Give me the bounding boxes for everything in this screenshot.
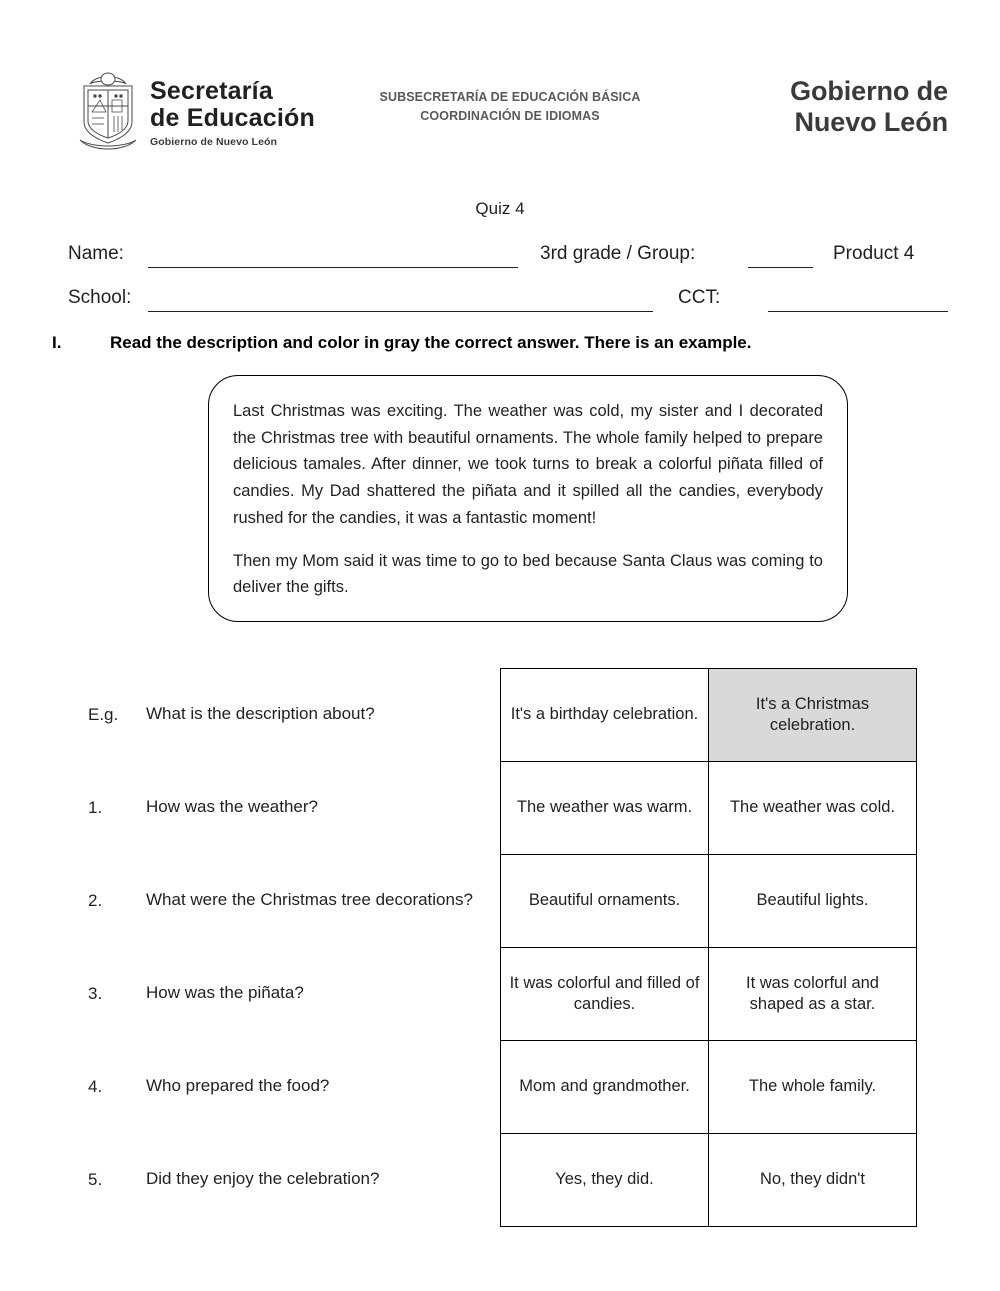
answer-option-b[interactable]: The whole family. bbox=[709, 1041, 917, 1134]
answer-option-b[interactable]: Beautiful lights. bbox=[709, 855, 917, 948]
student-name-row bbox=[0, 243, 1000, 269]
department-heading bbox=[330, 88, 690, 127]
question-number: 1. bbox=[88, 797, 103, 817]
secretaria-wordmark bbox=[150, 78, 315, 148]
instruction-line bbox=[52, 333, 952, 353]
product-label: Product 4 bbox=[833, 243, 915, 264]
name-input-line[interactable] bbox=[148, 267, 518, 268]
group-input-line[interactable] bbox=[748, 267, 813, 268]
quiz-title: Quiz 4 bbox=[475, 199, 525, 218]
passage-paragraph-1: Last Christmas was exciting. The weather was cold, my sister and I decorated the Christmas tree with beautiful ornaments. The whole family helped to prepare delicious tamales. After dinner, we took turns to break a colorful piñata filled of candies. My Dad shattered the piñata and it spilled all the candies, everybody rushed for the candies, it was a fantastic moment! bbox=[233, 402, 823, 527]
answer-row bbox=[501, 762, 917, 855]
secretaria-line-1: Secretaría bbox=[150, 77, 273, 105]
answer-option-a[interactable]: It was colorful and filled of candies. bbox=[501, 948, 709, 1041]
question-number: E.g. bbox=[88, 704, 119, 724]
gobierno-line-2: Nuevo León bbox=[794, 107, 948, 138]
answer-option-a[interactable]: The weather was warm. bbox=[501, 762, 709, 855]
answer-option-a[interactable]: Beautiful ornaments. bbox=[501, 855, 709, 948]
school-row bbox=[0, 287, 1000, 313]
answer-row bbox=[501, 1134, 917, 1227]
question-number: 3. bbox=[88, 983, 103, 1003]
answer-option-b[interactable]: The weather was cold. bbox=[709, 762, 917, 855]
question-text: Who prepared the food? bbox=[146, 1076, 330, 1096]
subsecretaria-line: SUBSECRETARÍA DE EDUCACIÓN BÁSICA bbox=[379, 90, 641, 104]
secretaria-subline: Gobierno de Nuevo León bbox=[150, 136, 278, 148]
answer-option-b[interactable]: It's a Christmas celebration. bbox=[709, 669, 917, 762]
school-input-line[interactable] bbox=[148, 311, 653, 312]
answer-row bbox=[501, 669, 917, 762]
page-header bbox=[0, 0, 1000, 168]
question-number: 2. bbox=[88, 890, 103, 910]
answer-option-a[interactable]: Yes, they did. bbox=[501, 1134, 709, 1227]
instruction-text: Read the description and color in gray the correct answer. There is an example. bbox=[110, 333, 752, 352]
question-number: 4. bbox=[88, 1076, 103, 1096]
quiz-question-area bbox=[0, 668, 1000, 1226]
question-number: 5. bbox=[88, 1169, 103, 1189]
instruction-number: I. bbox=[52, 333, 62, 352]
passage-paragraph-2: Then my Mom said it was time to go to bed because Santa Claus was coming to deliver the gifts. bbox=[233, 551, 823, 597]
nuevo-leon-coat-of-arms-icon bbox=[70, 66, 146, 150]
answer-option-b[interactable]: No, they didn't bbox=[709, 1134, 917, 1227]
answer-row bbox=[501, 948, 917, 1041]
name-label: Name: bbox=[68, 243, 124, 264]
coordinacion-line: COORDINACIÓN DE IDIOMAS bbox=[420, 109, 600, 124]
school-label: School: bbox=[68, 287, 132, 308]
question-text: How was the piñata? bbox=[146, 983, 304, 1003]
answer-option-a[interactable]: Mom and grandmother. bbox=[501, 1041, 709, 1134]
answer-row bbox=[501, 855, 917, 948]
cct-input-line[interactable] bbox=[768, 311, 948, 312]
secretaria-line-2: de Educación bbox=[150, 104, 315, 132]
question-text: Did they enjoy the celebration? bbox=[146, 1169, 380, 1189]
reading-passage-box bbox=[208, 375, 848, 622]
question-text: What is the description about? bbox=[146, 704, 375, 724]
gobierno-line-1: Gobierno de bbox=[790, 76, 948, 106]
answer-option-b[interactable]: It was colorful and shaped as a star. bbox=[709, 948, 917, 1041]
answer-option-a[interactable]: It's a birthday celebration. bbox=[501, 669, 709, 762]
question-text: How was the weather? bbox=[146, 797, 318, 817]
answer-options-table bbox=[500, 668, 917, 1227]
gobierno-wordmark bbox=[790, 76, 948, 139]
cct-label: CCT: bbox=[678, 287, 721, 308]
grade-group-label: 3rd grade / Group: bbox=[540, 243, 696, 264]
question-text: What were the Christmas tree decorations? bbox=[146, 890, 473, 910]
answer-row bbox=[501, 1041, 917, 1134]
